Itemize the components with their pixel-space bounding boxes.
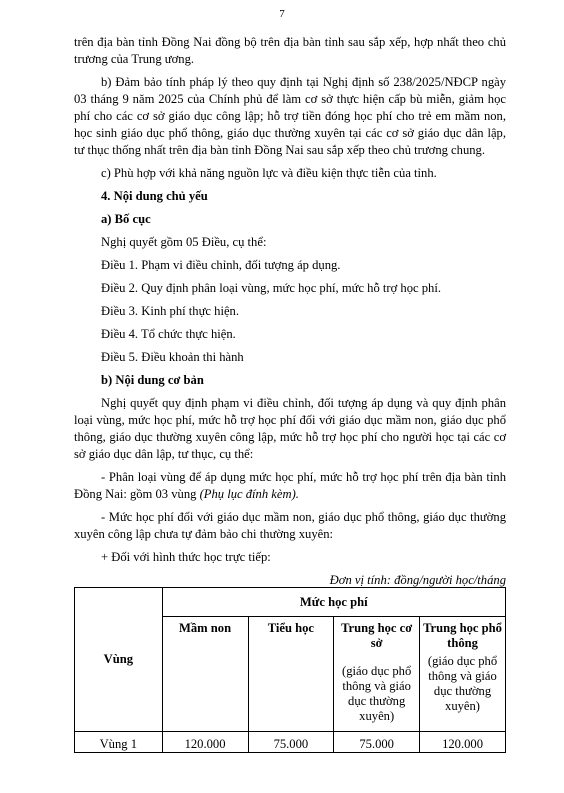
- article-item-5: Điều 5. Điều khoản thi hành: [101, 350, 244, 364]
- table-cell-region: Vùng 1: [75, 732, 163, 753]
- subheading-basic-content: b) Nội dung cơ bản: [101, 373, 204, 387]
- table-header-region: Vùng: [75, 588, 163, 732]
- unit-note: Đơn vị tính: đồng/người học/tháng: [329, 573, 506, 587]
- col-subtitle: (giáo dục phổ thông và giáo dục thường xuyên): [427, 654, 498, 713]
- article-item-4: Điều 4. Tổ chức thực hiện.: [101, 327, 236, 341]
- article-item-2: Điều 2. Quy định phân loại vùng, mức học phí, mức hỗ trợ học phí.: [101, 281, 442, 295]
- table-header-tuition-level: Mức học phí: [162, 588, 505, 617]
- table-cell-value: 75.000: [334, 732, 420, 753]
- region-classification-text: - Phân loại vùng để áp dụng mức học phí, mức hỗ trợ học phí trên địa bàn tỉnh Đồng Nai: gồm 03 vùng: [74, 470, 506, 501]
- article-item-3: Điều 3. Kinh phí thực hiện.: [101, 304, 239, 318]
- col-title: Trung học cơ sở: [341, 621, 413, 650]
- paragraph-region-classification: [74, 469, 506, 503]
- col-subtitle: (giáo dục phổ thông và giáo dục thường xuyên): [342, 664, 412, 723]
- table-cell-value: 120.000: [162, 732, 248, 753]
- table-cell-value: 120.000: [420, 732, 506, 753]
- article-item-1: Điều 1. Phạm vi điều chỉnh, đối tượng áp dụng.: [101, 258, 341, 272]
- page-number: 7: [279, 8, 285, 20]
- appendix-reference: (Phụ lục đính kèm).: [199, 487, 299, 501]
- paragraph-feasibility: c) Phù hợp với khả năng nguồn lực và điều kiện thực tiễn của tỉnh.: [101, 166, 437, 180]
- paragraph-continuation: trên địa bàn tỉnh Đồng Nai đồng bộ trên địa bàn tỉnh sau sắp xếp, hợp nhất theo chủ trương của Trung ương.: [74, 35, 506, 66]
- document-body: [74, 34, 506, 589]
- paragraph-tuition-levels: - Mức học phí đối với giáo dục mầm non, giáo dục phổ thông, giáo dục thường xuyên công lập chưa tự đảm bảo chi thường xuyên:: [74, 510, 506, 541]
- table-header-col-2: [334, 617, 420, 732]
- table-header-col-1: [248, 617, 334, 732]
- paragraph-article-count: Nghị quyết gồm 05 Điều, cụ thể:: [101, 235, 267, 249]
- paragraph-direct-learning: + Đối với hình thức học trực tiếp:: [101, 550, 271, 564]
- col-title: Mầm non: [178, 621, 232, 635]
- paragraph-scope: Nghị quyết quy định phạm vi điều chỉnh, đối tượng áp dụng và quy định phân loại vùng, mức học phí, mức hỗ trợ học phí đối với giáo dục mầm non, giáo dục phổ thông, giáo dục thường xuyên công lập, mức hỗ trợ học phí cho người học tại các cơ sở giáo dục dân lập, tư thục, cụ thể:: [74, 396, 506, 461]
- table-row: [75, 732, 506, 753]
- paragraph-legal-basis: b) Đảm bảo tính pháp lý theo quy định tại Nghị định số 238/2025/NĐCP ngày 03 tháng 9 năm 2025 của Chính phủ để làm cơ sở thực hiện cấp bù miễn, giảm học phí cho các cơ sở giáo dục công lập; hỗ trợ tiền đóng học phí cho trẻ em mầm non, học sinh giáo dục phổ thông, giáo dục thường xuyên tại các cơ sở giáo dục dân lập, tư thục thống nhất trên địa bàn tỉnh Đồng Nai sau sắp xếp theo chủ trương chung.: [74, 75, 506, 157]
- col-title: Trung học phổ thông: [423, 621, 502, 650]
- col-title: Tiểu học: [267, 621, 315, 635]
- subheading-layout: a) Bố cục: [101, 212, 151, 226]
- section-heading-main-content: 4. Nội dung chủ yếu: [101, 189, 208, 203]
- table-cell-value: 75.000: [248, 732, 334, 753]
- tuition-fee-table: [74, 587, 506, 753]
- table-header-col-3: [420, 617, 506, 732]
- table-header-col-0: [162, 617, 248, 732]
